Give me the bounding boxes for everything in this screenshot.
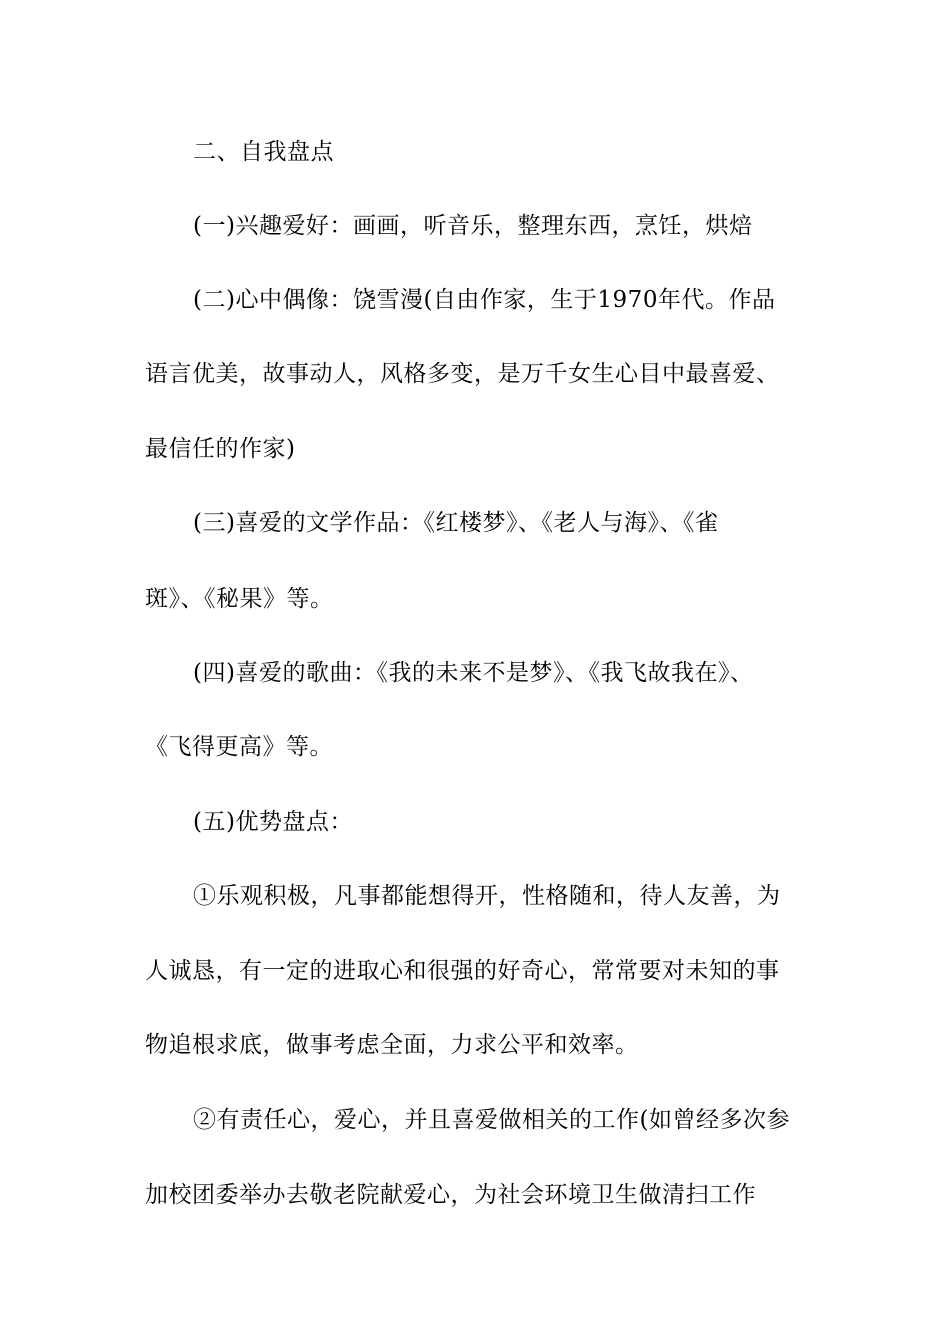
- section-heading: 二、自我盘点: [193, 139, 334, 165]
- paragraph-line: 最信任的作家): [145, 436, 296, 462]
- paragraph-line: 《飞得更高》等。: [145, 734, 333, 760]
- paragraph-line: 人诚恳，有一定的进取心和很强的好奇心，常常要对未知的事: [145, 958, 780, 984]
- paragraph-line: 语言优美，故事动人，风格多变，是万千女生心目中最喜爱、: [145, 361, 780, 387]
- paragraph-line: ②有责任心，爱心，并且喜爱做相关的工作(如曾经多次参: [193, 1107, 790, 1133]
- paragraph-line: 物追根求底，做事考虑全面，力求公平和效率。: [145, 1032, 639, 1058]
- paragraph-line: 斑》、《秘果》等。: [145, 586, 334, 612]
- paragraph-line: 加校团委举办去敬老院献爱心，为社会环境卫生做清扫工作: [145, 1182, 756, 1208]
- paragraph-line: (一)兴趣爱好：画画，听音乐，整理东西，烹饪，烘焙: [193, 213, 753, 239]
- paragraph-line: (五)优势盘点：: [193, 809, 353, 835]
- paragraph-line: (三)喜爱的文学作品：《红楼梦》、《老人与海》、《雀: [193, 510, 719, 536]
- paragraph-line: ①乐观积极，凡事都能想得开，性格随和，待人友善，为: [193, 883, 781, 909]
- paragraph-line: (四)喜爱的歌曲：《我的未来不是梦》、《我飞故我在》、: [193, 660, 754, 686]
- paragraph-line: (二)心中偶像：饶雪漫(自由作家，生于1970年代。作品: [193, 287, 776, 313]
